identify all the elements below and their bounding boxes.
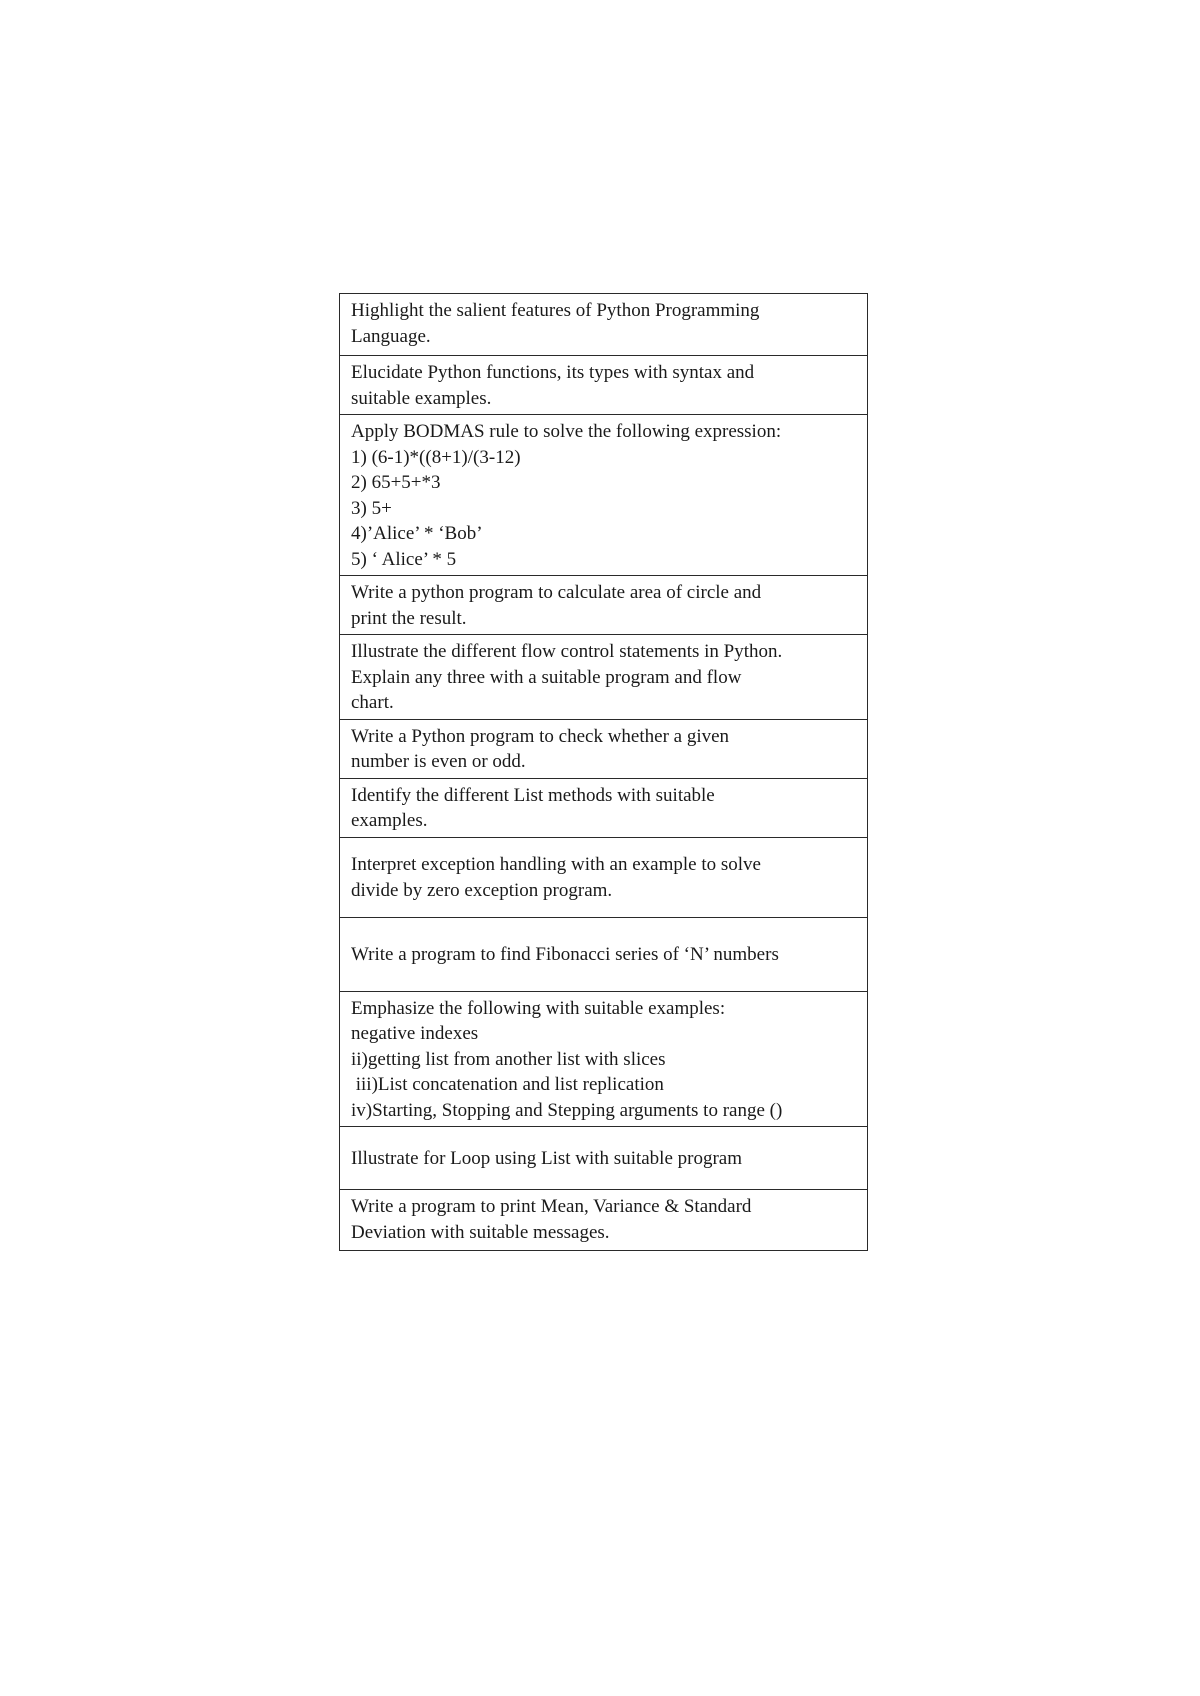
question-text: Write a program to find Fibonacci series of ‘N’ numbers xyxy=(351,943,779,965)
table-row xyxy=(340,719,868,778)
question-cell xyxy=(340,635,868,720)
table-row xyxy=(340,837,868,917)
question-cell xyxy=(340,576,868,635)
question-text: Explain any three with a suitable program and flow xyxy=(351,666,742,688)
question-cell xyxy=(340,1190,868,1251)
question-table xyxy=(339,293,868,1251)
question-text: Highlight the salient features of Python Programming xyxy=(351,300,760,321)
table-row xyxy=(340,356,868,415)
question-text: 4)’Alice’ * ‘Bob’ xyxy=(351,523,483,544)
table-row xyxy=(340,635,868,720)
question-text: 2) 65+5+*3 xyxy=(351,472,441,493)
question-text: Elucidate Python functions, its types with syntax and xyxy=(351,362,755,383)
question-cell xyxy=(340,778,868,837)
question-text: Illustrate the different flow control statements in Python. xyxy=(351,641,783,662)
table-row xyxy=(340,917,868,991)
table-row xyxy=(340,1190,868,1251)
table-row xyxy=(340,1127,868,1190)
question-cell xyxy=(340,356,868,415)
question-text: Apply BODMAS rule to solve the following expression: xyxy=(351,421,782,442)
question-cell xyxy=(340,1127,868,1190)
question-text: Illustrate for Loop using List with suitable program xyxy=(351,1147,743,1169)
question-text: Write a python program to calculate area of circle and xyxy=(351,582,762,603)
question-text: chart. xyxy=(351,692,394,713)
question-text: Write a Python program to check whether a given xyxy=(351,725,730,747)
table-row xyxy=(340,294,868,356)
table-row xyxy=(340,415,868,576)
question-text: 3) 5+ xyxy=(351,497,392,519)
question-text: print the result. xyxy=(351,607,467,629)
question-text: Interpret exception handling with an example to solve xyxy=(351,854,761,875)
table-row xyxy=(340,576,868,635)
question-text: Emphasize the following with suitable examples: xyxy=(351,997,726,1019)
question-text: iii)List concatenation and list replication xyxy=(351,1074,664,1095)
question-cell xyxy=(340,294,868,356)
question-text: 1) (6-1)*((8+1)/(3-12) xyxy=(351,446,521,468)
question-text: 5) ‘ Alice’ * 5 xyxy=(351,548,457,570)
question-text: examples. xyxy=(351,810,428,831)
question-text: iv)Starting, Stopping and Stepping arguments to range () xyxy=(351,1099,783,1121)
table-row xyxy=(340,991,868,1127)
question-text: suitable examples. xyxy=(351,387,492,409)
question-cell xyxy=(340,837,868,917)
table-row xyxy=(340,778,868,837)
question-text: divide by zero exception program. xyxy=(351,879,613,901)
question-text: negative indexes xyxy=(351,1023,479,1044)
question-cell xyxy=(340,719,868,778)
question-text: Deviation with suitable messages. xyxy=(351,1221,610,1243)
question-cell xyxy=(340,917,868,991)
question-text: Write a program to print Mean, Variance & Standard xyxy=(351,1196,752,1217)
question-cell xyxy=(340,415,868,576)
question-text: number is even or odd. xyxy=(351,751,526,772)
question-cell xyxy=(340,991,868,1127)
question-text: ii)getting list from another list with slices xyxy=(351,1048,666,1070)
question-text: Language. xyxy=(351,325,431,347)
question-text: Identify the different List methods with suitable xyxy=(351,784,715,806)
